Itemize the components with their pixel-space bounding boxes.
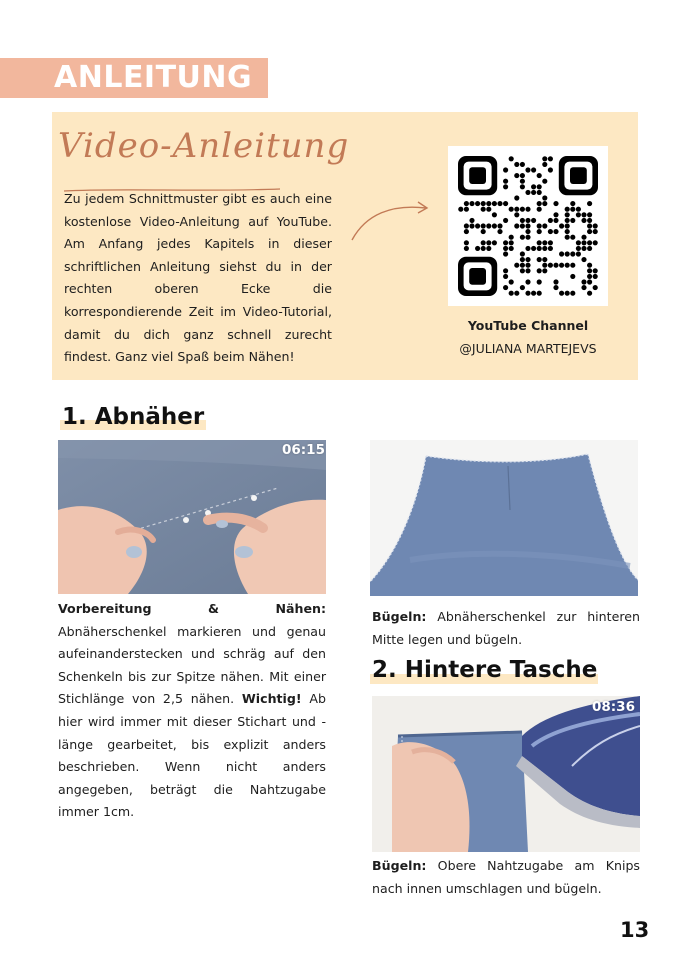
section-title-abnaeher: 1. Abnäher <box>62 404 205 430</box>
page-number: 13 <box>620 918 650 942</box>
instruction-body: Abnäherschenkel zur hinteren Mitte legen und bügeln. <box>372 609 640 647</box>
pressing-instruction <box>372 606 640 651</box>
page-title: ANLEITUNG <box>54 60 253 95</box>
instruction-lead: Vorbereitung & Nähen: <box>58 601 326 616</box>
instruction-body: Obere Nahtzugabe am Knips nach innen umschlagen und bügeln. <box>372 858 640 896</box>
instruction-body: Ab hier wird immer mit dieser Stichart und -länge gearbeitet, bis explizit anders beschrieben. Wenn nicht anders angegeben, beträgt die Nahtzugabe immer 1cm. <box>58 691 326 820</box>
arrow-icon <box>348 196 434 246</box>
qr-code[interactable] <box>448 146 608 306</box>
instruction-lead: Bügeln: <box>372 609 427 624</box>
photo-ironing-pocket <box>372 696 640 852</box>
instruction-lead: Bügeln: <box>372 858 427 873</box>
video-timestamp: 08:36 <box>592 699 635 715</box>
section1-instructions <box>58 598 326 824</box>
section-title-hintere-tasche: 2. Hintere Tasche <box>372 657 598 683</box>
youtube-channel-handle: @JULIANA MARTEJEVS <box>459 341 597 356</box>
qr-code-icon <box>448 146 608 306</box>
photo-pinning-dart <box>58 440 326 594</box>
pocket-instruction <box>372 855 640 900</box>
youtube-channel-label: YouTube Channel <box>467 318 589 333</box>
instruction-emphasis: Wichtig! <box>241 691 302 707</box>
instruction-body: Abnäherschenkel markieren und genau aufeinanderstecken und schräg auf den Schenkeln bis zur Spitze nähen. Mit einer Stichlänge von 2,5 nähen. <box>58 623 326 707</box>
video-timestamp: 06:15 <box>282 442 325 458</box>
video-intro-text: Zu jedem Schnittmuster gibt es auch eine kostenlose Video-Anleitung auf YouTube. Am Anfang jedes Kapitels in dieser schriftlichen Anleitung siehst du in der rechten oberen Ecke die korrespondierende Zeit im Video-Tutorial, damit du dich ganz schnell zurecht findest. Ganz viel Spaß beim Nähen! <box>64 191 332 365</box>
video-script-title: Video-Anleitung <box>58 126 350 166</box>
photo-pressed-dart <box>370 440 638 596</box>
